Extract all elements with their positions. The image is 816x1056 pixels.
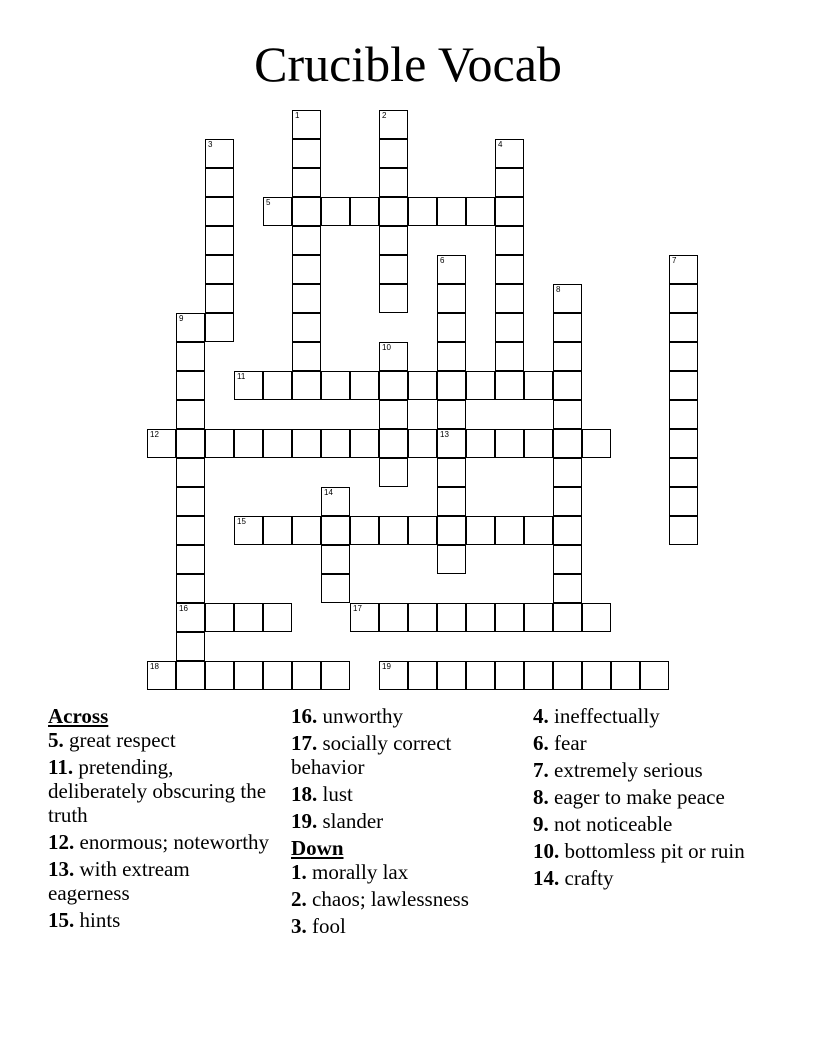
clue-label: 4. bbox=[533, 704, 549, 728]
grid-cell[interactable] bbox=[379, 139, 408, 168]
clue-column-1 bbox=[48, 704, 273, 935]
grid-cell[interactable] bbox=[292, 516, 321, 545]
grid-cell[interactable] bbox=[205, 313, 234, 342]
clue-text: pretending, deliberately obscuring the truth bbox=[48, 755, 267, 827]
grid-cell[interactable] bbox=[437, 487, 466, 516]
grid-cell[interactable] bbox=[205, 603, 234, 632]
grid-cell[interactable] bbox=[292, 429, 321, 458]
grid-cell[interactable] bbox=[321, 371, 350, 400]
grid-cell[interactable] bbox=[437, 661, 466, 690]
grid-cell[interactable] bbox=[379, 284, 408, 313]
clue-column-3 bbox=[533, 704, 763, 893]
clue-label: 7. bbox=[533, 758, 549, 782]
clue-text: lust bbox=[322, 782, 353, 806]
across-header: Across bbox=[48, 704, 109, 728]
grid-cell[interactable] bbox=[350, 197, 379, 226]
grid-cell[interactable] bbox=[176, 574, 205, 603]
grid-cell[interactable] bbox=[292, 255, 321, 284]
grid-cell[interactable] bbox=[495, 168, 524, 197]
clue-number: 5 bbox=[266, 198, 271, 207]
grid-cell[interactable] bbox=[379, 197, 408, 226]
grid-cell[interactable] bbox=[553, 661, 582, 690]
clue-text: crafty bbox=[564, 866, 614, 890]
grid-cell[interactable] bbox=[495, 139, 524, 168]
clue-item bbox=[48, 728, 273, 752]
grid-cell[interactable] bbox=[292, 371, 321, 400]
grid-cell[interactable] bbox=[176, 603, 205, 632]
grid-cell[interactable] bbox=[234, 516, 263, 545]
grid-cell[interactable] bbox=[669, 516, 698, 545]
grid-cell[interactable] bbox=[379, 458, 408, 487]
clue-item bbox=[291, 887, 521, 911]
clue-text: ineffectually bbox=[554, 704, 660, 728]
grid-cell[interactable] bbox=[669, 371, 698, 400]
grid-cell[interactable] bbox=[176, 516, 205, 545]
clue-item bbox=[291, 860, 521, 884]
grid-cell[interactable] bbox=[408, 429, 437, 458]
clue-item bbox=[291, 731, 521, 779]
clue-number: 10 bbox=[382, 343, 391, 352]
grid-cell[interactable] bbox=[176, 545, 205, 574]
clue-label: 9. bbox=[533, 812, 549, 836]
clue-column-2 bbox=[291, 704, 521, 941]
clue-number: 15 bbox=[237, 517, 246, 526]
grid-cell[interactable] bbox=[321, 516, 350, 545]
grid-cell[interactable] bbox=[495, 342, 524, 371]
clue-item bbox=[48, 857, 273, 905]
grid-cell[interactable] bbox=[495, 661, 524, 690]
grid-cell[interactable] bbox=[669, 429, 698, 458]
grid-cell[interactable] bbox=[205, 255, 234, 284]
clue-item bbox=[533, 731, 763, 755]
grid-cell[interactable] bbox=[466, 661, 495, 690]
grid-cell[interactable] bbox=[263, 603, 292, 632]
grid-cell[interactable] bbox=[495, 313, 524, 342]
grid-cell[interactable] bbox=[176, 342, 205, 371]
clue-number: 7 bbox=[672, 256, 677, 265]
grid-cell[interactable] bbox=[495, 226, 524, 255]
clue-item bbox=[533, 704, 763, 728]
grid-cell[interactable] bbox=[205, 284, 234, 313]
grid-cell[interactable] bbox=[466, 371, 495, 400]
grid-cell[interactable] bbox=[437, 429, 466, 458]
grid-cell[interactable] bbox=[205, 661, 234, 690]
grid-cell[interactable] bbox=[437, 342, 466, 371]
grid-cell[interactable] bbox=[495, 371, 524, 400]
grid-cell[interactable] bbox=[669, 458, 698, 487]
clue-item bbox=[291, 809, 521, 833]
grid-cell[interactable] bbox=[176, 400, 205, 429]
clue-number: 12 bbox=[150, 430, 159, 439]
grid-cell[interactable] bbox=[176, 661, 205, 690]
clue-text: socially correct behavior bbox=[291, 731, 452, 779]
grid-cell[interactable] bbox=[553, 458, 582, 487]
grid-cell[interactable] bbox=[292, 313, 321, 342]
grid-cell[interactable] bbox=[379, 342, 408, 371]
grid-cell[interactable] bbox=[611, 661, 640, 690]
clue-item bbox=[291, 782, 521, 806]
grid-cell[interactable] bbox=[669, 487, 698, 516]
clue-text: bottomless pit or ruin bbox=[564, 839, 745, 863]
grid-cell[interactable] bbox=[176, 429, 205, 458]
grid-cell[interactable] bbox=[553, 545, 582, 574]
clue-number: 14 bbox=[324, 488, 333, 497]
clue-item bbox=[48, 755, 273, 827]
grid-cell[interactable] bbox=[495, 197, 524, 226]
clue-number: 9 bbox=[179, 314, 184, 323]
grid-cell[interactable] bbox=[553, 429, 582, 458]
grid-cell[interactable] bbox=[408, 661, 437, 690]
clue-item bbox=[533, 785, 763, 809]
clue-number: 2 bbox=[382, 111, 387, 120]
grid-cell[interactable] bbox=[379, 400, 408, 429]
clue-number: 8 bbox=[556, 285, 561, 294]
grid-cell[interactable] bbox=[321, 487, 350, 516]
clue-label: 19. bbox=[291, 809, 318, 833]
clue-label: 8. bbox=[533, 785, 549, 809]
clue-number: 1 bbox=[295, 111, 300, 120]
clue-number: 19 bbox=[382, 662, 391, 671]
clue-item bbox=[48, 908, 273, 932]
clue-number: 16 bbox=[179, 604, 188, 613]
clue-text: slander bbox=[322, 809, 384, 833]
grid-cell[interactable] bbox=[292, 197, 321, 226]
grid-cell[interactable] bbox=[263, 429, 292, 458]
clue-label: 2. bbox=[291, 887, 307, 911]
grid-cell[interactable] bbox=[495, 603, 524, 632]
clue-item bbox=[533, 866, 763, 890]
grid-cell[interactable] bbox=[321, 545, 350, 574]
clue-text: morally lax bbox=[312, 860, 409, 884]
grid-cell[interactable] bbox=[466, 516, 495, 545]
grid-cell[interactable] bbox=[350, 603, 379, 632]
grid-cell[interactable] bbox=[205, 429, 234, 458]
clue-label: 5. bbox=[48, 728, 64, 752]
grid-cell[interactable] bbox=[553, 574, 582, 603]
grid-cell[interactable] bbox=[263, 516, 292, 545]
grid-cell[interactable] bbox=[234, 429, 263, 458]
grid-cell[interactable] bbox=[437, 400, 466, 429]
clue-text: hints bbox=[79, 908, 121, 932]
grid-cell[interactable] bbox=[524, 603, 553, 632]
clue-text: extremely serious bbox=[554, 758, 703, 782]
clue-label: 3. bbox=[291, 914, 307, 938]
page-title: Crucible Vocab bbox=[254, 36, 562, 92]
grid-cell[interactable] bbox=[205, 139, 234, 168]
grid-cell[interactable] bbox=[379, 371, 408, 400]
grid-cell[interactable] bbox=[205, 197, 234, 226]
clue-text: great respect bbox=[69, 728, 176, 752]
grid-cell[interactable] bbox=[292, 168, 321, 197]
clue-label: 1. bbox=[291, 860, 307, 884]
grid-cell[interactable] bbox=[379, 661, 408, 690]
grid-cell[interactable] bbox=[321, 661, 350, 690]
grid-cell[interactable] bbox=[234, 603, 263, 632]
grid-cell[interactable] bbox=[292, 284, 321, 313]
grid-cell[interactable] bbox=[466, 197, 495, 226]
clue-number: 4 bbox=[498, 140, 503, 149]
grid-cell[interactable] bbox=[553, 603, 582, 632]
grid-cell[interactable] bbox=[292, 226, 321, 255]
clue-label: 15. bbox=[48, 908, 75, 932]
grid-cell[interactable] bbox=[553, 313, 582, 342]
clue-item bbox=[533, 839, 763, 863]
grid-cell[interactable] bbox=[495, 255, 524, 284]
grid-cell[interactable] bbox=[553, 342, 582, 371]
grid-cell[interactable] bbox=[553, 487, 582, 516]
clue-label: 10. bbox=[533, 839, 560, 863]
grid-cell[interactable] bbox=[669, 400, 698, 429]
grid-cell[interactable] bbox=[437, 516, 466, 545]
grid-cell[interactable] bbox=[466, 603, 495, 632]
grid-cell[interactable] bbox=[669, 342, 698, 371]
grid-cell[interactable] bbox=[263, 661, 292, 690]
grid-cell[interactable] bbox=[437, 458, 466, 487]
grid-cell[interactable] bbox=[379, 429, 408, 458]
grid-cell[interactable] bbox=[408, 371, 437, 400]
clue-label: 14. bbox=[533, 866, 560, 890]
grid-cell[interactable] bbox=[176, 313, 205, 342]
grid-cell[interactable] bbox=[234, 371, 263, 400]
grid-cell[interactable] bbox=[553, 284, 582, 313]
grid-cell[interactable] bbox=[321, 197, 350, 226]
clue-text: with extream eagerness bbox=[48, 857, 190, 905]
grid-cell[interactable] bbox=[292, 139, 321, 168]
grid-cell[interactable] bbox=[321, 429, 350, 458]
clue-label: 6. bbox=[533, 731, 549, 755]
grid-cell[interactable] bbox=[524, 429, 553, 458]
grid-cell[interactable] bbox=[205, 226, 234, 255]
grid-cell[interactable] bbox=[408, 603, 437, 632]
grid-cell[interactable] bbox=[234, 661, 263, 690]
clue-item bbox=[291, 704, 521, 728]
clue-number: 11 bbox=[237, 372, 246, 381]
clue-text: fool bbox=[312, 914, 346, 938]
grid-cell[interactable] bbox=[408, 516, 437, 545]
grid-cell[interactable] bbox=[524, 371, 553, 400]
grid-cell[interactable] bbox=[292, 342, 321, 371]
grid-cell[interactable] bbox=[437, 603, 466, 632]
grid-cell[interactable] bbox=[350, 429, 379, 458]
grid-cell[interactable] bbox=[553, 400, 582, 429]
clue-item bbox=[533, 812, 763, 836]
grid-cell[interactable] bbox=[669, 313, 698, 342]
grid-cell[interactable] bbox=[263, 371, 292, 400]
grid-cell[interactable] bbox=[147, 661, 176, 690]
grid-cell[interactable] bbox=[437, 313, 466, 342]
grid-cell[interactable] bbox=[379, 226, 408, 255]
grid-cell[interactable] bbox=[582, 429, 611, 458]
grid-cell[interactable] bbox=[582, 661, 611, 690]
grid-cell[interactable] bbox=[292, 110, 321, 139]
grid-cell[interactable] bbox=[640, 661, 669, 690]
grid-cell[interactable] bbox=[176, 458, 205, 487]
grid-cell[interactable] bbox=[669, 284, 698, 313]
grid-cell[interactable] bbox=[292, 661, 321, 690]
clue-item bbox=[291, 914, 521, 938]
clue-label: 16. bbox=[291, 704, 318, 728]
grid-cell[interactable] bbox=[379, 603, 408, 632]
grid-cell[interactable] bbox=[176, 632, 205, 661]
clue-label: 18. bbox=[291, 782, 318, 806]
clue-text: enormous; noteworthy bbox=[79, 830, 270, 854]
grid-cell[interactable] bbox=[379, 168, 408, 197]
clue-item bbox=[48, 830, 273, 854]
grid-cell[interactable] bbox=[350, 516, 379, 545]
clue-text: not noticeable bbox=[554, 812, 673, 836]
grid-cell[interactable] bbox=[437, 371, 466, 400]
grid-cell[interactable] bbox=[350, 371, 379, 400]
grid-cell[interactable] bbox=[263, 197, 292, 226]
grid-cell[interactable] bbox=[205, 168, 234, 197]
clue-text: fear bbox=[554, 731, 587, 755]
clue-number: 6 bbox=[440, 256, 445, 265]
grid-cell[interactable] bbox=[582, 603, 611, 632]
grid-cell[interactable] bbox=[495, 516, 524, 545]
clue-number: 18 bbox=[150, 662, 159, 671]
grid-cell[interactable] bbox=[437, 255, 466, 284]
grid-cell[interactable] bbox=[524, 516, 553, 545]
grid-cell[interactable] bbox=[379, 110, 408, 139]
grid-cell[interactable] bbox=[669, 255, 698, 284]
grid-cell[interactable] bbox=[553, 371, 582, 400]
clue-number: 13 bbox=[440, 430, 449, 439]
grid-cell[interactable] bbox=[495, 284, 524, 313]
grid-cell[interactable] bbox=[495, 429, 524, 458]
clue-text: chaos; lawlessness bbox=[312, 887, 469, 911]
clue-label: 13. bbox=[48, 857, 75, 881]
grid-cell[interactable] bbox=[147, 429, 176, 458]
grid-cell[interactable] bbox=[176, 487, 205, 516]
clue-label: 11. bbox=[48, 755, 74, 779]
clue-item bbox=[533, 758, 763, 782]
grid-cell[interactable] bbox=[379, 255, 408, 284]
grid-cell[interactable] bbox=[437, 197, 466, 226]
grid-cell[interactable] bbox=[321, 574, 350, 603]
clue-text: eager to make peace bbox=[554, 785, 725, 809]
clue-label: 17. bbox=[291, 731, 318, 755]
clue-number: 17 bbox=[353, 604, 362, 613]
grid-cell[interactable] bbox=[176, 371, 205, 400]
down-header: Down bbox=[291, 836, 344, 860]
grid-cell[interactable] bbox=[466, 429, 495, 458]
clue-text: unworthy bbox=[322, 704, 403, 728]
grid-cell[interactable] bbox=[437, 284, 466, 313]
grid-cell[interactable] bbox=[408, 197, 437, 226]
clue-label: 12. bbox=[48, 830, 75, 854]
grid-cell[interactable] bbox=[553, 516, 582, 545]
grid-cell[interactable] bbox=[379, 516, 408, 545]
grid-cell[interactable] bbox=[437, 545, 466, 574]
grid-cell[interactable] bbox=[524, 661, 553, 690]
clue-number: 3 bbox=[208, 140, 213, 149]
